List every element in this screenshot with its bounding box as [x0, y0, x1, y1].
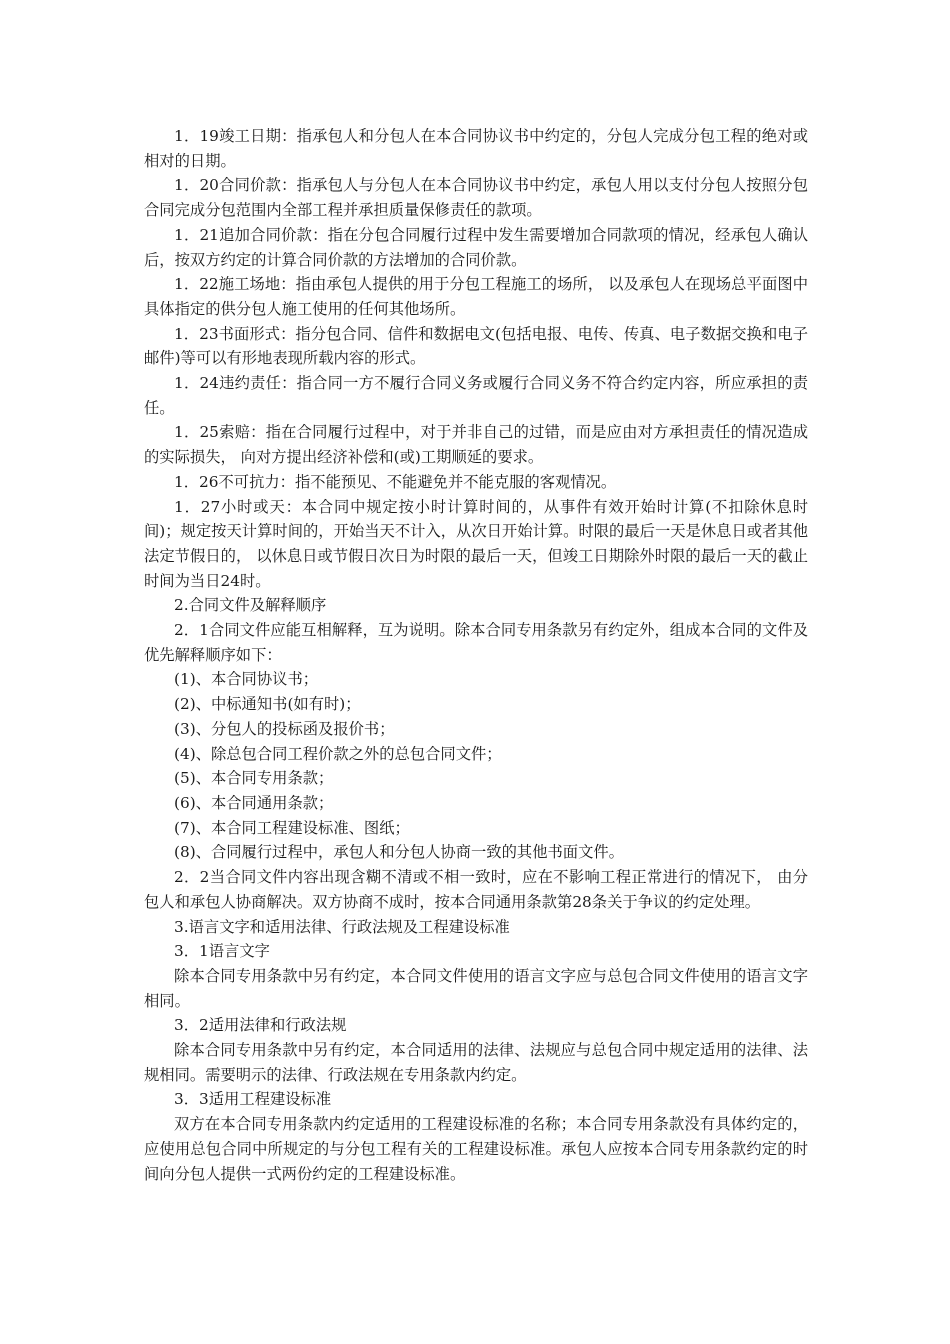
list-item-4: (4)、除总包合同工程价款之外的总包合同文件； [174, 744, 502, 763]
list-item-1: (1)、本合同协议书； [174, 670, 319, 689]
paragraph-1-27: 1．27小时或天：本合同中规定按小时计算时间的，从事件有效开始时计算(不扣除休息时间)；规定按天计算时间的，开始当天不计入，从次日开始计算。时限的最后一天是休息日或者其他法定节假日的， 以休息日或节假日次日为时限的最后一天，但竣工日期除外时限的最后一天的截止时间为当日24时。 [144, 497, 808, 590]
paragraph-3-2-body: 除本合同专用条款中另有约定，本合同适用的法律、法规应与总包合同中规定适用的法律、法规相同。需要明示的法律、行政法规在专用条款内约定。 [144, 1041, 808, 1084]
list-item-5: (5)、本合同专用条款； [174, 769, 334, 788]
paragraph-1-24: 1．24违约责任：指合同一方不履行合同义务或履行合同义务不符合约定内容，所应承担的责任。 [144, 374, 808, 417]
paragraph-1-25: 1．25索赔：指在合同履行过程中，对于并非自己的过错，而是应由对方承担责任的情况造成的实际损失， 向对方提出经济补偿和(或)工期顺延的要求。 [144, 423, 808, 467]
subheading-3-2: 3．2适用法律和行政法规 [174, 1016, 347, 1035]
list-item-6: (6)、本合同通用条款； [174, 793, 334, 812]
document-page [144, 124, 808, 1186]
paragraph-1-22: 1．22施工场地：指由承包人提供的用于分包工程施工的场所， 以及承包人在现场总平面图中具体指定的供分包人施工使用的任何其他场所。 [144, 275, 808, 318]
list-item-8: (8)、合同履行过程中，承包人和分包人协商一致的其他书面文件。 [174, 843, 624, 862]
paragraph-1-19: 1．19竣工日期：指承包人和分包人在本合同协议书中约定的，分包人完成分包工程的绝对或相对的日期。 [144, 127, 808, 170]
section-heading-2: 2.合同文件及解释顺序 [174, 596, 327, 615]
paragraph-1-23: 1．23书面形式：指分包合同、信件和数据电文(包括电报、电传、传真、电子数据交换和电子邮件)等可以有形地表现所载内容的形式。 [144, 324, 808, 368]
paragraph-1-20: 1．20合同价款：指承包人与分包人在本合同协议书中约定，承包人用以支付分包人按照分包合同完成分包范围内全部工程并承担质量保修责任的款项。 [144, 176, 808, 220]
subheading-3-3: 3．3适用工程建设标准 [174, 1090, 332, 1109]
paragraph-1-26: 1．26不可抗力：指不能预见、不能避免并不能克服的客观情况。 [174, 472, 617, 491]
list-item-7: (7)、本合同工程建设标准、图纸； [174, 818, 410, 837]
paragraph-2-1: 2．1合同文件应能互相解释，互为说明。除本合同专用条款另有约定外，组成本合同的文件及优先解释顺序如下： [144, 621, 808, 664]
paragraph-3-3-body: 双方在本合同专用条款内约定适用的工程建设标准的名称；本合同专用条款没有具体约定的，应使用总包合同中所规定的与分包工程有关的工程建设标准。承包人应按本合同专用条款约定的时间向分包人提供一式两份约定的工程建设标准。 [144, 1115, 808, 1183]
subheading-3-1: 3．1语言文字 [174, 942, 270, 961]
paragraph-3-1-body: 除本合同专用条款中另有约定，本合同文件使用的语言文字应与总包合同文件使用的语言文字相同。 [144, 966, 808, 1010]
section-heading-3: 3.语言文字和适用法律、行政法规及工程建设标准 [174, 917, 510, 936]
list-item-2: (2)、中标通知书(如有时)； [174, 695, 361, 714]
paragraph-2-2: 2．2当合同文件内容出现含糊不清或不相一致时，应在不影响工程正常进行的情况下， 由分包人和承包人协商解决。双方协商不成时，按本合同通用条款第28条关于争议的约定处理。 [144, 868, 808, 911]
paragraph-1-21: 1．21追加合同价款：指在分包合同履行过程中发生需要增加合同款项的情况，经承包人确认后，按双方约定的计算合同价款的方法增加的合同价款。 [144, 225, 808, 269]
list-item-3: (3)、分包人的投标函及报价书； [174, 719, 395, 738]
